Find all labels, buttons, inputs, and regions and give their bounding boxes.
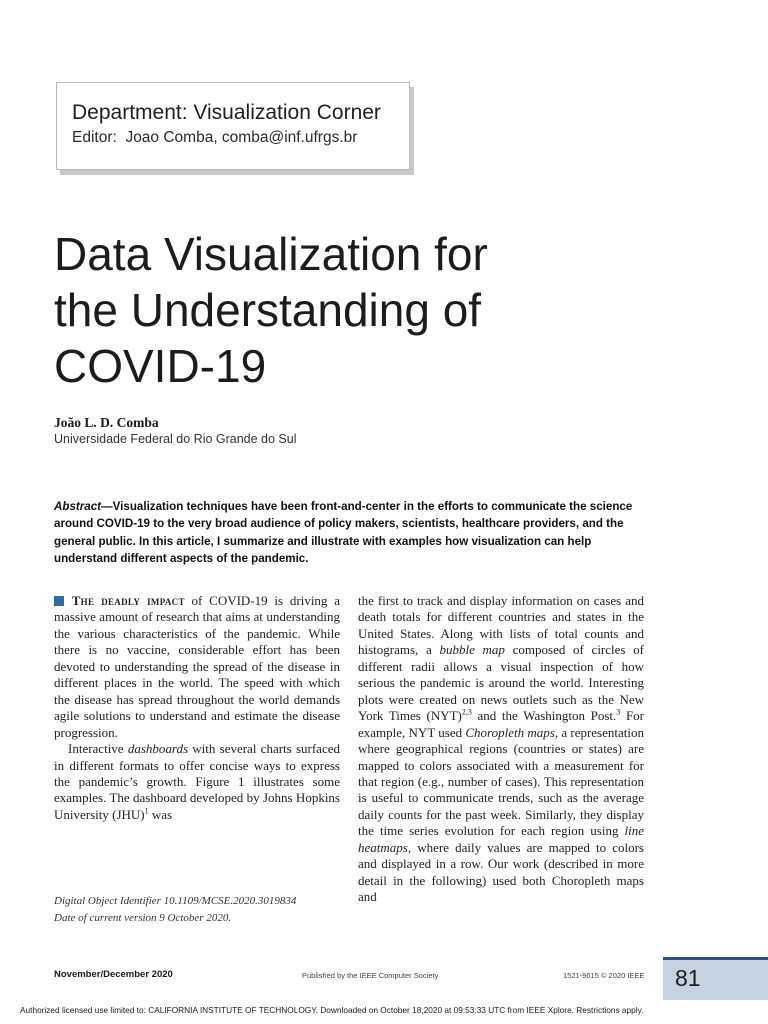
abstract-label: Abstract bbox=[54, 500, 102, 513]
paragraph-text: the first to track and display information on cases and death totals for different countries and states in the United States. Along with lists of total counts and histograms, a bbox=[358, 593, 644, 658]
body-column-right bbox=[358, 593, 644, 906]
title-line: COVID-19 bbox=[54, 340, 267, 392]
emphasis: bubble map bbox=[439, 642, 505, 658]
paragraph-text: , a representation where geographical regions (countries or states) are mapped to colors associated with a measurement for that region (e.g., number of cases). This representation is useful to communicate trends, such as the average daily counts for the past week. Similarly, they display the time series evolution for each region using bbox=[358, 724, 644, 839]
author-affiliation: Universidade Federal do Rio Grande do Sul bbox=[54, 432, 297, 446]
doi-block bbox=[54, 893, 354, 927]
paragraph-text: composed of circles of different radii allows a visual inspection of how serious the pandemic is around the world. Interesting plots were created on news outlets such as the New York Times (NYT) bbox=[358, 642, 644, 724]
paragraph-text: For example, NYT used bbox=[358, 708, 644, 740]
reference-superscript: 3 bbox=[616, 707, 621, 717]
paragraph-text: and the Washington Post. bbox=[471, 708, 617, 724]
title-line: the Understanding of bbox=[54, 284, 482, 336]
section-marker-icon bbox=[54, 596, 64, 606]
article-title bbox=[54, 226, 674, 394]
footer-issue: November/December 2020 bbox=[54, 969, 173, 980]
emphasis: line heatmaps bbox=[358, 823, 644, 855]
emphasis: Choropleth maps bbox=[465, 724, 555, 740]
department-title: Department: Visualization Corner bbox=[72, 101, 381, 124]
paragraph-text: was bbox=[148, 806, 173, 822]
body-column-left bbox=[54, 593, 340, 823]
paragraph-text: of COVID-19 is driving a massive amount of research that aims at understanding the various characteristics of the pandemic. While there is no vaccine, considerable effort has been devoted to understanding the spread of the disease in different places in the world. The speed with which the disease has spread throughout the world demands agile solutions to understand and estimate the disease progression. bbox=[54, 593, 340, 740]
editor-label: Editor: bbox=[72, 129, 117, 146]
paragraph bbox=[54, 741, 340, 823]
page-number-box bbox=[663, 957, 768, 1000]
author-name: João L. D. Comba bbox=[54, 415, 159, 430]
emphasis: dashboards bbox=[127, 741, 189, 757]
license-notice: Authorized licensed use limited to: CALIFORNIA INSTITUTE OF TECHNOLOGY. Downloaded on October 18,2020 at 09:53:33 UTC from IEEE Xplore. Restrictions apply. bbox=[20, 1005, 644, 1015]
title-line: Data Visualization for bbox=[54, 228, 488, 280]
paragraph bbox=[54, 593, 340, 741]
reference-superscript: 2,3 bbox=[461, 707, 472, 717]
paragraph bbox=[358, 593, 644, 906]
paragraph-text: Interactive bbox=[68, 741, 128, 757]
version-date: Date of current version 9 October 2020. bbox=[54, 912, 232, 924]
lead-in: The deadly impact bbox=[72, 594, 185, 608]
reference-superscript: 1 bbox=[144, 806, 149, 816]
footer-copyright: 1521-9615 © 2020 IEEE bbox=[563, 971, 645, 980]
page-number: 81 bbox=[675, 965, 701, 991]
paragraph-text: with several charts surfaced in different formats to offer concise ways to express the pandemic’s growth. Figure 1 illustrates some examples. The dashboard developed by Johns Hopkins University (JHU) bbox=[54, 741, 340, 822]
department-editor bbox=[72, 129, 357, 147]
abstract-text: —Visualization techniques have been front-and-center in the efforts to communicate the science around COVID-19 to the very broad audience of policy makers, scientists, healthcare providers, and the general public. In this article, I summarize and illustrate with examples how visualization can help understand different aspects of the pandemic. bbox=[54, 500, 633, 566]
paragraph-text: , where daily values are mapped to colors and displayed in a row. Our work (described in more detail in the following) used both Choropleth maps and bbox=[358, 839, 644, 905]
doi-line: Digital Object Identifier 10.1109/MCSE.2020.3019834 bbox=[54, 895, 297, 907]
editor-name-email: Joao Comba, comba@inf.ufrgs.br bbox=[125, 129, 358, 146]
footer-publisher: Published by the IEEE Computer Society bbox=[302, 971, 439, 980]
abstract bbox=[54, 498, 646, 568]
department-box bbox=[56, 82, 410, 170]
